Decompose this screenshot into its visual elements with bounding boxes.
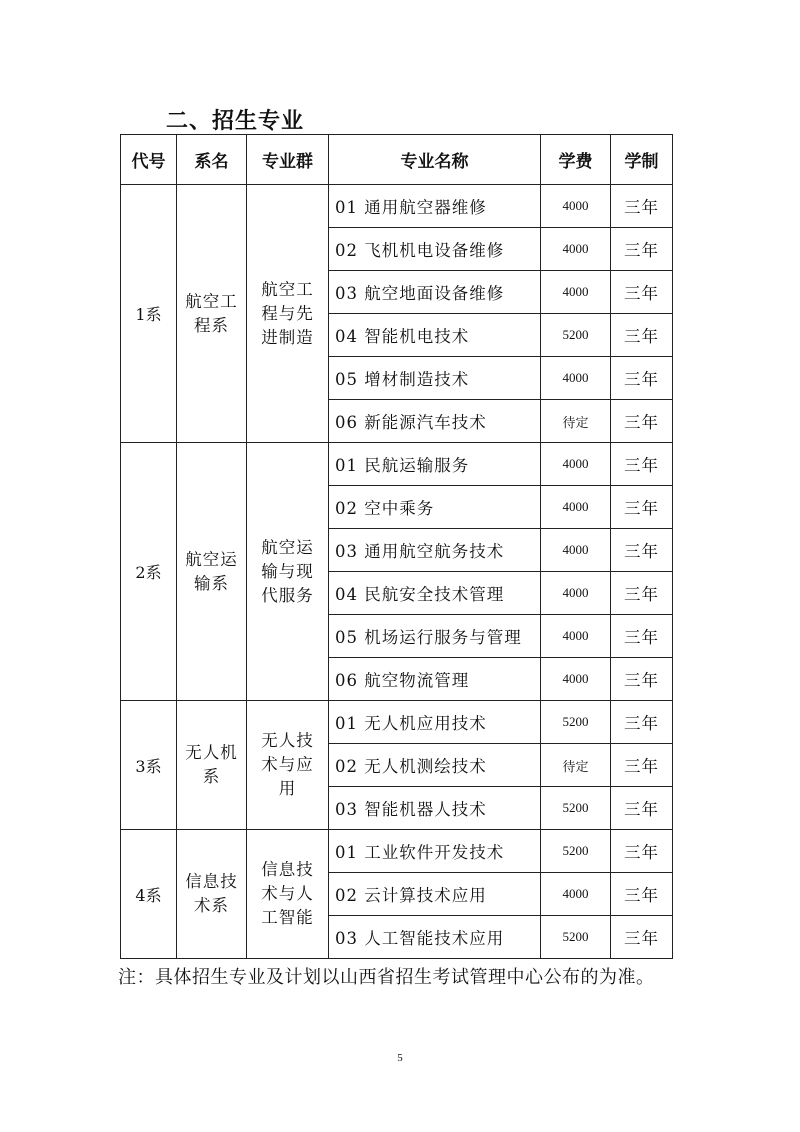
department-name-cell bbox=[177, 185, 247, 443]
table-row bbox=[121, 701, 673, 744]
table-header-row bbox=[121, 135, 673, 185]
department-code: 3系 bbox=[121, 701, 177, 830]
department-name: 无人机系 bbox=[185, 743, 238, 786]
study-duration: 三年 bbox=[611, 400, 673, 443]
study-duration: 三年 bbox=[611, 529, 673, 572]
table-row bbox=[121, 830, 673, 873]
major-group: 无人技术与应用 bbox=[261, 731, 314, 798]
study-duration: 三年 bbox=[611, 701, 673, 744]
tuition-fee: 4000 bbox=[541, 529, 611, 572]
major-group-cell bbox=[247, 830, 329, 959]
study-duration: 三年 bbox=[611, 443, 673, 486]
department-name-cell bbox=[177, 443, 247, 701]
column-header-group: 专业群 bbox=[247, 135, 329, 185]
study-duration: 三年 bbox=[611, 744, 673, 787]
tuition-fee: 待定 bbox=[541, 400, 611, 443]
major-group-cell bbox=[247, 185, 329, 443]
major-name: 02 无人机测绘技术 bbox=[329, 744, 541, 787]
major-group-cell bbox=[247, 701, 329, 830]
tuition-fee: 5200 bbox=[541, 314, 611, 357]
table-row bbox=[121, 185, 673, 228]
tuition-fee: 5200 bbox=[541, 787, 611, 830]
tuition-fee: 4000 bbox=[541, 873, 611, 916]
major-name: 05 机场运行服务与管理 bbox=[329, 615, 541, 658]
major-name: 04 民航安全技术管理 bbox=[329, 572, 541, 615]
study-duration: 三年 bbox=[611, 572, 673, 615]
major-name: 06 航空物流管理 bbox=[329, 658, 541, 701]
study-duration: 三年 bbox=[611, 658, 673, 701]
tuition-fee: 4000 bbox=[541, 615, 611, 658]
department-name-cell bbox=[177, 701, 247, 830]
major-group: 航空运输与现代服务 bbox=[261, 537, 314, 605]
major-name: 03 通用航空航务技术 bbox=[329, 529, 541, 572]
study-duration: 三年 bbox=[611, 830, 673, 873]
footnote: 注：具体招生专业及计划以山西省招生考试管理中心公布的为准。 bbox=[118, 967, 655, 988]
tuition-fee: 4000 bbox=[541, 271, 611, 314]
study-duration: 三年 bbox=[611, 357, 673, 400]
major-name: 03 人工智能技术应用 bbox=[329, 916, 541, 959]
department-code: 2系 bbox=[121, 443, 177, 701]
major-group-cell bbox=[247, 443, 329, 701]
column-header-major: 专业名称 bbox=[329, 135, 541, 185]
table-row bbox=[121, 443, 673, 486]
major-name: 04 智能机电技术 bbox=[329, 314, 541, 357]
column-header-code: 代号 bbox=[121, 135, 177, 185]
study-duration: 三年 bbox=[611, 486, 673, 529]
major-name: 01 无人机应用技术 bbox=[329, 701, 541, 744]
study-duration: 三年 bbox=[611, 271, 673, 314]
major-name: 02 飞机机电设备维修 bbox=[329, 228, 541, 271]
tuition-fee: 4000 bbox=[541, 486, 611, 529]
study-duration: 三年 bbox=[611, 615, 673, 658]
page-number: 5 bbox=[397, 1052, 403, 1064]
study-duration: 三年 bbox=[611, 787, 673, 830]
section-heading: 二、招生专业 bbox=[166, 109, 305, 134]
tuition-fee: 4000 bbox=[541, 658, 611, 701]
department-name: 航空运输系 bbox=[185, 549, 238, 593]
study-duration: 三年 bbox=[611, 873, 673, 916]
department-name: 航空工程系 bbox=[185, 291, 238, 335]
tuition-fee: 4000 bbox=[541, 185, 611, 228]
majors-table bbox=[120, 134, 673, 959]
major-name: 03 智能机器人技术 bbox=[329, 787, 541, 830]
column-header-duration: 学制 bbox=[611, 135, 673, 185]
major-group: 信息技术与人工智能 bbox=[261, 860, 314, 927]
major-name: 06 新能源汽车技术 bbox=[329, 400, 541, 443]
major-group: 航空工程与先进制造 bbox=[261, 279, 314, 347]
tuition-fee: 5200 bbox=[541, 916, 611, 959]
major-name: 01 通用航空器维修 bbox=[329, 185, 541, 228]
column-header-department: 系名 bbox=[177, 135, 247, 185]
major-name: 05 增材制造技术 bbox=[329, 357, 541, 400]
department-code: 1系 bbox=[121, 185, 177, 443]
table-body bbox=[121, 185, 673, 959]
tuition-fee: 4000 bbox=[541, 228, 611, 271]
study-duration: 三年 bbox=[611, 228, 673, 271]
major-name: 03 航空地面设备维修 bbox=[329, 271, 541, 314]
department-name-cell bbox=[177, 830, 247, 959]
major-name: 02 空中乘务 bbox=[329, 486, 541, 529]
tuition-fee: 4000 bbox=[541, 572, 611, 615]
study-duration: 三年 bbox=[611, 314, 673, 357]
major-name: 01 民航运输服务 bbox=[329, 443, 541, 486]
department-code: 4系 bbox=[121, 830, 177, 959]
tuition-fee: 待定 bbox=[541, 744, 611, 787]
department-name: 信息技术系 bbox=[185, 872, 238, 915]
tuition-fee: 5200 bbox=[541, 701, 611, 744]
study-duration: 三年 bbox=[611, 916, 673, 959]
tuition-fee: 4000 bbox=[541, 443, 611, 486]
study-duration: 三年 bbox=[611, 185, 673, 228]
column-header-fee: 学费 bbox=[541, 135, 611, 185]
tuition-fee: 4000 bbox=[541, 357, 611, 400]
major-name: 02 云计算技术应用 bbox=[329, 873, 541, 916]
major-name: 01 工业软件开发技术 bbox=[329, 830, 541, 873]
tuition-fee: 5200 bbox=[541, 830, 611, 873]
